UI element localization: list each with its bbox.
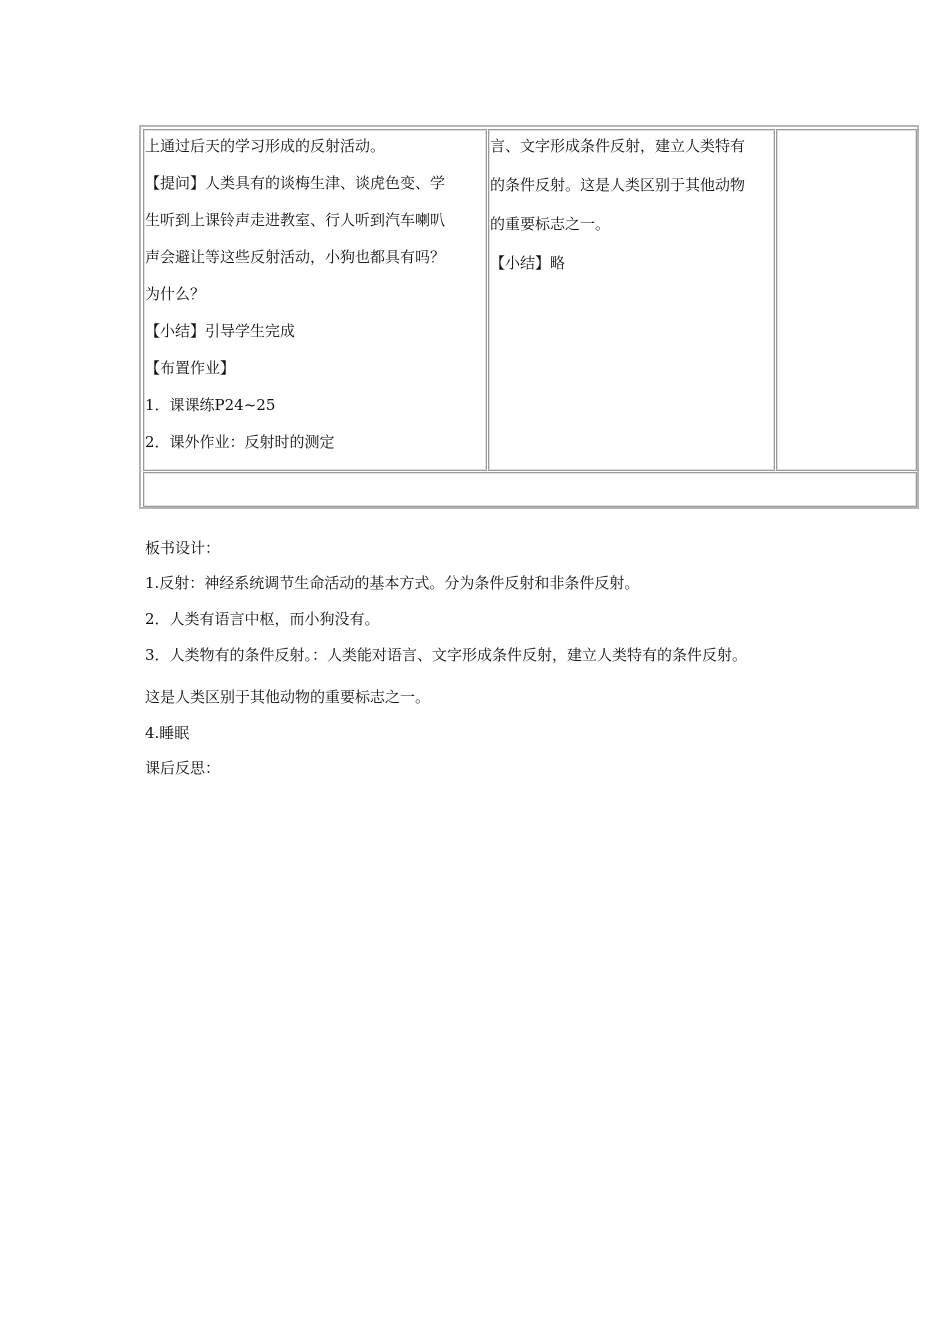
teacher-line: 声会避让等这些反射活动，小狗也都具有吗？ <box>145 248 446 266</box>
notes-cell <box>776 129 917 471</box>
teacher-line: 【提问】人类具有的谈梅生津、谈虎色变、学 <box>145 174 446 192</box>
teacher-line: 上通过后天的学习形成的反射活动。 <box>145 137 386 155</box>
teacher-line: 为什么？ <box>145 285 206 303</box>
student-activity-cell <box>488 129 775 471</box>
board-item: 1.反射：神经系统调节生命活动的基本方式。分为条件反射和非条件反射。 <box>145 574 640 592</box>
board-item: 这是人类区别于其他动物的重要标志之一。 <box>145 688 431 706</box>
teacher-line: 2．课外作业：反射时的测定 <box>145 433 335 451</box>
student-line: 【小结】略 <box>490 254 566 272</box>
student-line: 的重要标志之一。 <box>490 215 611 233</box>
reflection-heading: 课后反思： <box>145 759 221 777</box>
teacher-line: 【小结】引导学生完成 <box>145 322 296 340</box>
teacher-activity-cell <box>143 129 487 471</box>
teacher-line: 【布置作业】 <box>145 359 236 377</box>
teacher-line: 生听到上课铃声走进教室、行人听到汽车喇叭 <box>145 211 446 229</box>
student-line: 言、文字形成条件反射，建立人类特有 <box>490 137 746 155</box>
board-item: 3．人类物有的条件反射。：人类能对语言、文字形成条件反射，建立人类特有的条件反射。 <box>145 646 748 664</box>
lesson-table <box>139 125 919 509</box>
table-footer-row <box>143 472 917 507</box>
teacher-line: 1．课课练P24~25 <box>145 396 276 414</box>
board-item: 2．人类有语言中枢，而小狗没有。 <box>145 610 380 628</box>
board-design-heading: 板书设计： <box>145 539 221 557</box>
board-item: 4.睡眠 <box>145 724 190 742</box>
student-line: 的条件反射。这是人类区别于其他动物 <box>490 176 746 194</box>
